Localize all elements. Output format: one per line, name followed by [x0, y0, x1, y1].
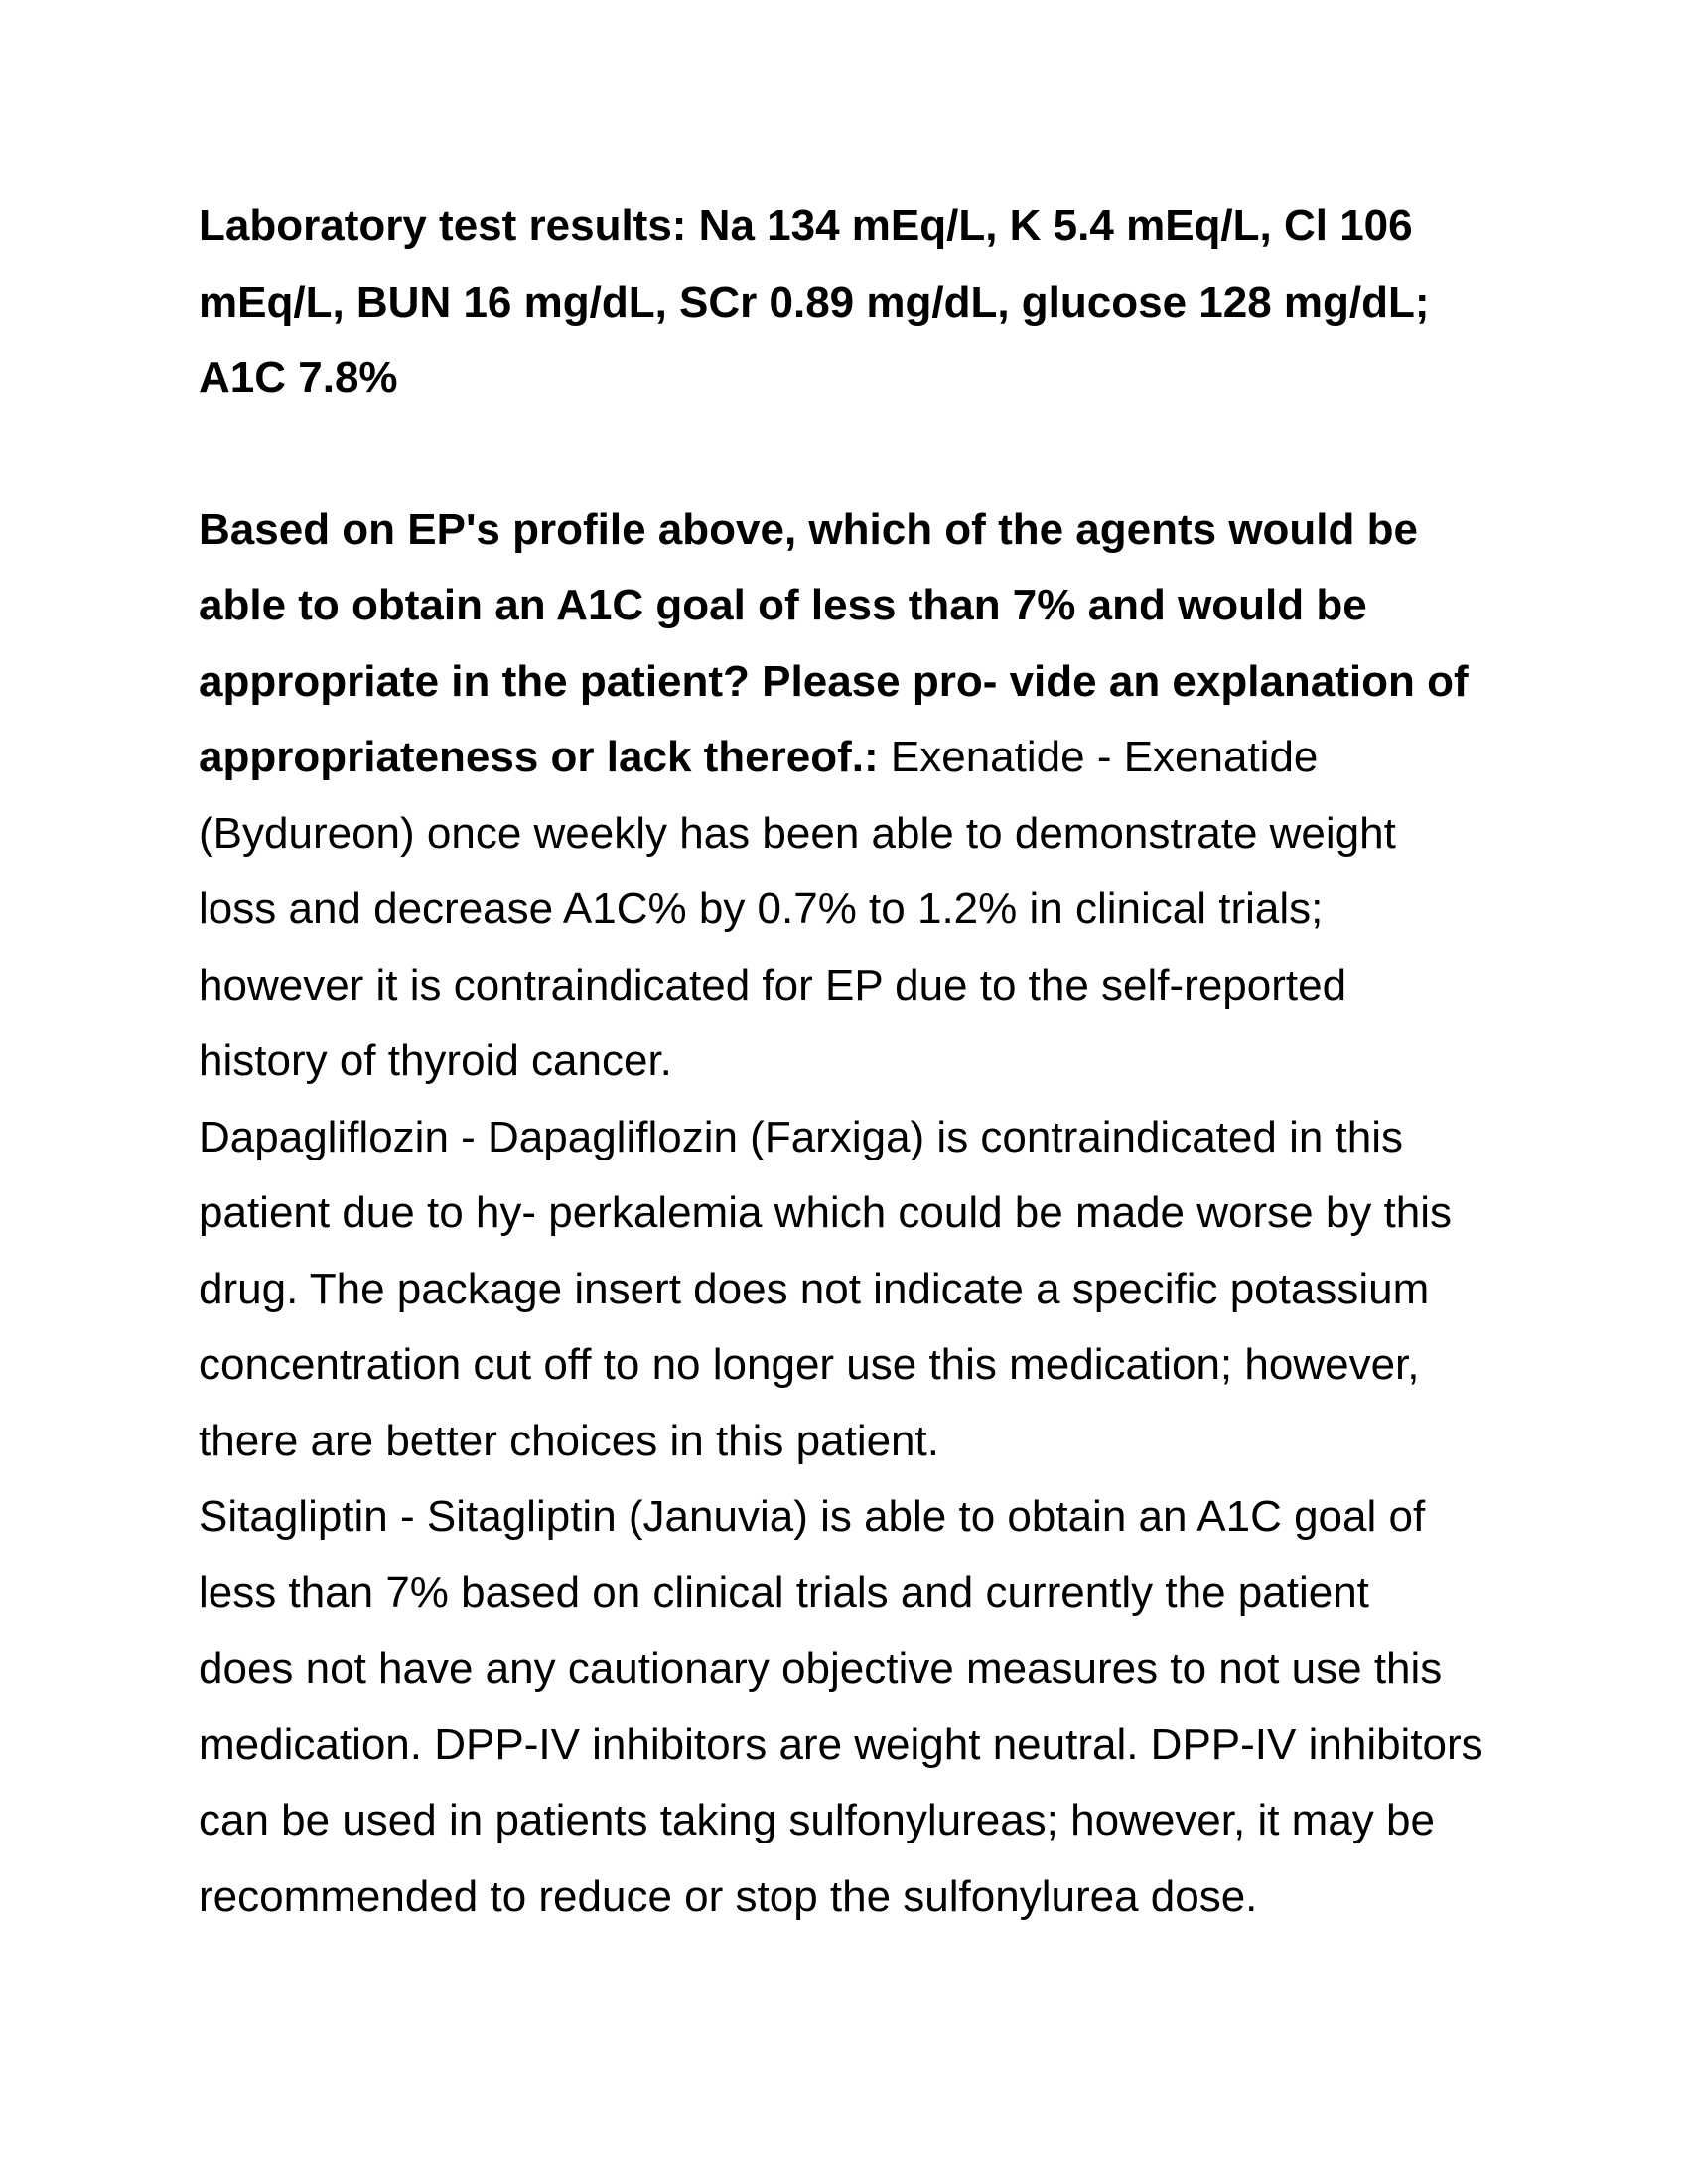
lab-results-paragraph: [199, 189, 1440, 417]
dapagliflozin-line: drug. The package insert does not indicate a specific potassium: [199, 1264, 1430, 1313]
dapagliflozin-answer: [199, 1100, 1499, 1480]
exenatide-line: history of thyroid cancer.: [199, 1036, 672, 1085]
question-paragraph: [199, 492, 1499, 796]
sitagliptin-line: medication. DPP-IV inhibitors are weight neutral. DPP-IV inhibitors: [199, 1719, 1483, 1769]
lab-results-line: Laboratory test results: Na 134 mEq/L, K 5.4 mEq/L, Cl 106: [199, 202, 1413, 250]
sitagliptin-line: Sitagliptin - Sitagliptin (Januvia) is able to obtain an A1C goal of: [199, 1492, 1426, 1541]
sitagliptin-line: can be used in patients taking sulfonylureas; however, it may be: [199, 1796, 1435, 1844]
lab-results-line: mEq/L, BUN 16 mg/dL, SCr 0.89 mg/dL, glucose 128 mg/dL;: [199, 277, 1430, 327]
dapagliflozin-line: there are better choices in this patient.: [199, 1416, 939, 1465]
dapagliflozin-line: patient due to hy- perkalemia which could be made worse by this: [199, 1188, 1453, 1237]
sitagliptin-answer: [199, 1479, 1499, 1935]
dapagliflozin-line: concentration cut off to no longer use this medication; however,: [199, 1340, 1420, 1389]
question-line: able to obtain an A1C goal of less than 7% and would be: [199, 581, 1367, 629]
question-line-final: appropriateness or lack thereof.:: [199, 733, 879, 781]
dapagliflozin-line: Dapagliflozin - Dapagliflozin (Farxiga) is contraindicated in this: [199, 1112, 1404, 1161]
exenatide-answer: [199, 796, 1499, 1100]
sitagliptin-line: recommended to reduce or stop the sulfonylurea dose.: [199, 1871, 1258, 1921]
sitagliptin-line: does not have any cautionary objective measures to not use this: [199, 1644, 1443, 1693]
exenatide-line: however it is contraindicated for EP due to the self-reported: [199, 960, 1347, 1010]
document-page: [199, 189, 1499, 1935]
sitagliptin-line: less than 7% based on clinical trials and currently the patient: [199, 1568, 1369, 1617]
exenatide-line: (Bydureon) once weekly has been able to demonstrate weight: [199, 808, 1396, 858]
exenatide-heading: Exenatide - Exenatide: [890, 733, 1319, 781]
question-line: Based on EP's profile above, which of the agents would be: [199, 504, 1418, 554]
question-line: appropriate in the patient? Please pro- vide an explanation of: [199, 656, 1469, 706]
question-answer-line: [199, 720, 1499, 796]
exenatide-line: loss and decrease A1C% by 0.7% to 1.2% in clinical trials;: [199, 885, 1324, 933]
lab-results-line: A1C 7.8%: [199, 353, 398, 402]
